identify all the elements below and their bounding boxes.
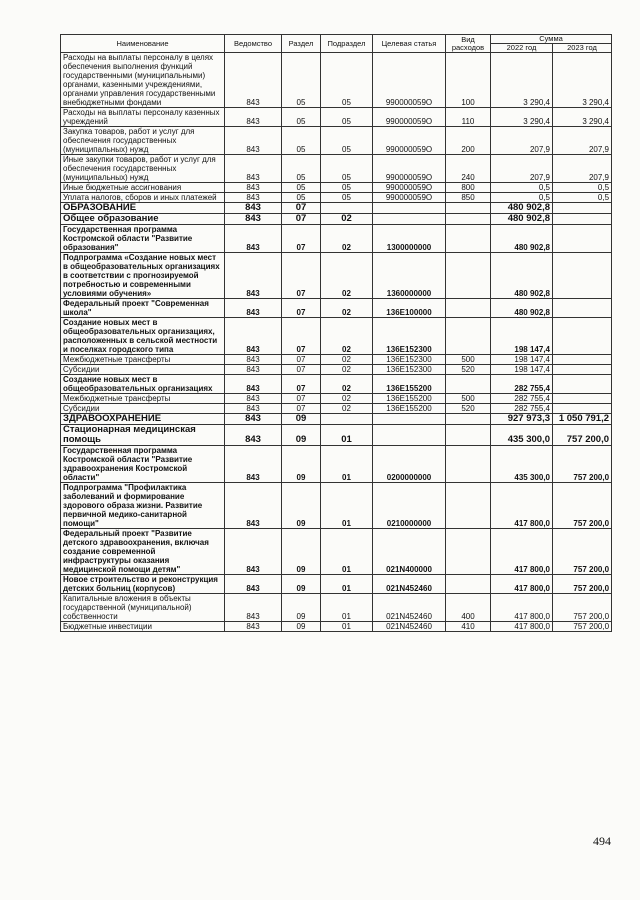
row-target: 990000059О [373,193,446,203]
row-subsection: 01 [321,594,373,622]
row-expense-type [446,575,491,594]
row-department: 843 [225,425,282,446]
row-sum-2023: 207,9 [553,155,612,183]
row-sum-2023 [553,355,612,365]
row-expense-type: 240 [446,155,491,183]
row-sum-2022: 480 902,8 [491,214,553,225]
row-sum-2023: 0,5 [553,183,612,193]
row-subsection: 02 [321,253,373,299]
table-row [61,299,612,318]
row-target: 990000059О [373,155,446,183]
row-sum-2022: 417 800,0 [491,529,553,575]
row-department: 843 [225,365,282,375]
row-target: 136E152300 [373,355,446,365]
row-name: Новое строительство и реконструкция детских больниц (корпусов) [61,575,225,594]
row-target: 990000059О [373,183,446,193]
row-sum-2022: 480 902,8 [491,299,553,318]
row-subsection: 05 [321,108,373,127]
row-expense-type [446,318,491,355]
row-department: 843 [225,483,282,529]
row-expense-type: 850 [446,193,491,203]
row-target [373,203,446,214]
row-target: 0210000000 [373,483,446,529]
row-sum-2023 [553,365,612,375]
row-name: Бюджетные инвестиции [61,622,225,632]
row-section: 09 [282,594,321,622]
row-name: Стационарная медицинская помощь [61,425,225,446]
row-target: 021N452460 [373,594,446,622]
row-subsection: 05 [321,193,373,203]
table-row [61,414,612,425]
row-expense-type [446,375,491,394]
row-department: 843 [225,414,282,425]
row-subsection: 05 [321,127,373,155]
row-target: 990000059О [373,127,446,155]
row-name: Государственная программа Костромской области "Развитие здравоохранения Костромской области" [61,446,225,483]
row-sum-2022: 435 300,0 [491,446,553,483]
row-sum-2022: 198 147,4 [491,355,553,365]
row-expense-type [446,225,491,253]
row-name: Межбюджетные трансферты [61,355,225,365]
row-subsection: 02 [321,299,373,318]
row-sum-2023: 757 200,0 [553,446,612,483]
row-section: 09 [282,622,321,632]
row-target: 136E152300 [373,365,446,375]
budget-table [60,34,612,632]
row-sum-2023 [553,394,612,404]
row-name: Межбюджетные трансферты [61,394,225,404]
row-sum-2023: 757 200,0 [553,622,612,632]
row-department: 843 [225,575,282,594]
table-row [61,622,612,632]
row-section: 07 [282,225,321,253]
row-section: 09 [282,529,321,575]
row-section: 07 [282,203,321,214]
row-target [373,425,446,446]
row-target: 136E152300 [373,318,446,355]
table-header [61,35,612,53]
row-department: 843 [225,155,282,183]
row-department: 843 [225,355,282,365]
table-row [61,318,612,355]
row-name: ОБРАЗОВАНИЕ [61,203,225,214]
table-row [61,193,612,203]
row-subsection: 02 [321,394,373,404]
row-name: Расходы на выплаты персоналу в целях обеспечения выполнения функций государственными (муниципальными) органами, казенными учреждениями, органами управления государственными внебюджетными фондами [61,53,225,108]
row-expense-type [446,299,491,318]
row-expense-type: 200 [446,127,491,155]
row-name: Закупка товаров, работ и услуг для обеспечения государственных (муниципальных) нужд [61,127,225,155]
row-name: Капитальные вложения в объекты государственной (муниципальной) собственности [61,594,225,622]
row-expense-type [446,529,491,575]
row-section: 09 [282,446,321,483]
row-sum-2022: 282 755,4 [491,404,553,414]
row-sum-2022: 435 300,0 [491,425,553,446]
row-target: 1360000000 [373,253,446,299]
row-name: Иные бюджетные ассигнования [61,183,225,193]
row-section: 07 [282,365,321,375]
row-expense-type: 520 [446,365,491,375]
row-section: 05 [282,183,321,193]
row-name: Подпрограмма «Создание новых мест в общеобразовательных организациях в соответствии с прогнозируемой потребностью и современными условиями обучения» [61,253,225,299]
row-expense-type: 110 [446,108,491,127]
row-subsection: 01 [321,446,373,483]
row-name: Подпрограмма "Профилактика заболеваний и формирование здорового образа жизни. Развитие первичной медико-санитарной помощи" [61,483,225,529]
row-section: 07 [282,394,321,404]
row-name: ЗДРАВООХРАНЕНИЕ [61,414,225,425]
row-target: 136E155200 [373,394,446,404]
row-expense-type: 500 [446,394,491,404]
row-expense-type [446,483,491,529]
row-name: Расходы на выплаты персоналу казенных учреждений [61,108,225,127]
table-row [61,365,612,375]
row-section: 07 [282,404,321,414]
row-department: 843 [225,53,282,108]
row-sum-2022: 207,9 [491,155,553,183]
row-section: 09 [282,425,321,446]
row-target: 0200000000 [373,446,446,483]
row-sum-2023: 3 290,4 [553,108,612,127]
row-target: 021N452460 [373,622,446,632]
row-name: Федеральный проект "Развитие детского здравоохранения, включая создание современной инфраструктуры оказания медицинской помощи детям" [61,529,225,575]
table-row [61,155,612,183]
row-sum-2023: 757 200,0 [553,529,612,575]
row-subsection: 02 [321,214,373,225]
row-sum-2023 [553,214,612,225]
row-subsection: 05 [321,155,373,183]
row-section: 09 [282,483,321,529]
row-department: 843 [225,594,282,622]
row-department: 843 [225,299,282,318]
row-subsection: 02 [321,375,373,394]
row-target [373,414,446,425]
header-year-2023: 2023 год [553,44,612,53]
row-sum-2022: 417 800,0 [491,575,553,594]
row-expense-type: 400 [446,594,491,622]
header-year-2022: 2022 год [491,44,553,53]
row-sum-2022: 927 973,3 [491,414,553,425]
table-row [61,203,612,214]
row-subsection [321,414,373,425]
row-sum-2023 [553,203,612,214]
row-sum-2023 [553,404,612,414]
row-section: 07 [282,253,321,299]
row-subsection: 02 [321,365,373,375]
row-sum-2023: 757 200,0 [553,425,612,446]
row-sum-2023: 1 050 791,2 [553,414,612,425]
row-sum-2022: 0,5 [491,193,553,203]
table-row [61,404,612,414]
row-sum-2023 [553,299,612,318]
header-department: Ведомство [225,35,282,53]
row-name: Создание новых мест в общеобразовательных организациях [61,375,225,394]
row-subsection: 02 [321,318,373,355]
row-department: 843 [225,318,282,355]
row-section: 09 [282,414,321,425]
row-expense-type [446,414,491,425]
row-department: 843 [225,225,282,253]
row-section: 05 [282,155,321,183]
table-row [61,394,612,404]
row-department: 843 [225,529,282,575]
row-department: 843 [225,127,282,155]
row-expense-type: 800 [446,183,491,193]
row-department: 843 [225,214,282,225]
table-row [61,108,612,127]
page-number: 494 [593,834,611,848]
row-subsection: 01 [321,425,373,446]
row-sum-2022: 207,9 [491,127,553,155]
row-section: 07 [282,214,321,225]
row-sum-2022: 3 290,4 [491,108,553,127]
table-row [61,375,612,394]
row-expense-type [446,446,491,483]
row-sum-2023 [553,225,612,253]
row-expense-type [446,214,491,225]
header-target: Целевая статья [373,35,446,53]
row-expense-type [446,203,491,214]
table-row [61,575,612,594]
row-sum-2022: 282 755,4 [491,394,553,404]
row-name: Уплата налогов, сборов и иных платежей [61,193,225,203]
row-subsection: 01 [321,483,373,529]
row-department: 843 [225,253,282,299]
table-row [61,127,612,155]
table-row [61,225,612,253]
table-row [61,425,612,446]
table-row [61,594,612,622]
row-name: Федеральный проект "Современная школа" [61,299,225,318]
row-sum-2023 [553,253,612,299]
row-expense-type: 520 [446,404,491,414]
row-department: 843 [225,622,282,632]
row-expense-type: 500 [446,355,491,365]
row-sum-2023: 207,9 [553,127,612,155]
row-name: Общее образование [61,214,225,225]
row-subsection: 01 [321,622,373,632]
row-sum-2023 [553,375,612,394]
row-department: 843 [225,108,282,127]
row-subsection: 02 [321,355,373,365]
row-sum-2022: 417 800,0 [491,483,553,529]
row-department: 843 [225,446,282,483]
table-row [61,214,612,225]
header-sum: Сумма [491,35,612,44]
row-department: 843 [225,183,282,193]
row-expense-type: 410 [446,622,491,632]
row-section: 07 [282,375,321,394]
row-name: Иные закупки товаров, работ и услуг для обеспечения государственных (муниципальных) нужд [61,155,225,183]
row-department: 843 [225,193,282,203]
row-sum-2023: 0,5 [553,193,612,203]
row-subsection: 05 [321,53,373,108]
row-sum-2023: 757 200,0 [553,575,612,594]
row-sum-2022: 480 902,8 [491,225,553,253]
row-target: 021N452460 [373,575,446,594]
row-target: 136E155200 [373,375,446,394]
row-subsection: 01 [321,575,373,594]
row-target: 021N400000 [373,529,446,575]
row-sum-2023: 757 200,0 [553,483,612,529]
row-subsection: 02 [321,404,373,414]
row-section: 07 [282,299,321,318]
row-department: 843 [225,404,282,414]
row-target: 1300000000 [373,225,446,253]
table-row [61,483,612,529]
header-subsection: Подраздел [321,35,373,53]
table-body [61,53,612,632]
row-section: 05 [282,53,321,108]
row-department: 843 [225,203,282,214]
row-sum-2022: 480 902,8 [491,203,553,214]
row-sum-2022: 3 290,4 [491,53,553,108]
row-expense-type [446,253,491,299]
header-expense-type: Вид расходов [446,35,491,53]
row-sum-2023: 3 290,4 [553,53,612,108]
row-department: 843 [225,375,282,394]
table-row [61,53,612,108]
row-target [373,214,446,225]
row-expense-type: 100 [446,53,491,108]
row-sum-2022: 198 147,4 [491,318,553,355]
row-subsection: 02 [321,225,373,253]
row-department: 843 [225,394,282,404]
row-target: 990000059О [373,53,446,108]
table-row [61,355,612,365]
row-sum-2022: 198 147,4 [491,365,553,375]
row-target: 136E100000 [373,299,446,318]
row-name: Субсидии [61,404,225,414]
row-section: 07 [282,318,321,355]
row-name: Создание новых мест в общеобразовательных организациях, расположенных в сельской местности и поселках городского типа [61,318,225,355]
table-row [61,529,612,575]
row-sum-2022: 0,5 [491,183,553,193]
row-name: Субсидии [61,365,225,375]
row-target: 990000059О [373,108,446,127]
row-sum-2022: 282 755,4 [491,375,553,394]
row-section: 05 [282,127,321,155]
table-row [61,183,612,193]
row-sum-2023 [553,318,612,355]
row-name: Государственная программа Костромской области "Развитие образования" [61,225,225,253]
row-sum-2022: 417 800,0 [491,594,553,622]
row-expense-type [446,425,491,446]
row-sum-2022: 480 902,8 [491,253,553,299]
row-sum-2022: 417 800,0 [491,622,553,632]
row-subsection [321,203,373,214]
row-subsection: 05 [321,183,373,193]
row-subsection: 01 [321,529,373,575]
row-section: 07 [282,355,321,365]
row-section: 09 [282,575,321,594]
row-section: 05 [282,108,321,127]
header-section: Раздел [282,35,321,53]
row-section: 05 [282,193,321,203]
row-sum-2023: 757 200,0 [553,594,612,622]
row-target: 136E155200 [373,404,446,414]
table-row [61,446,612,483]
header-name: Наименование [61,35,225,53]
table-row [61,253,612,299]
